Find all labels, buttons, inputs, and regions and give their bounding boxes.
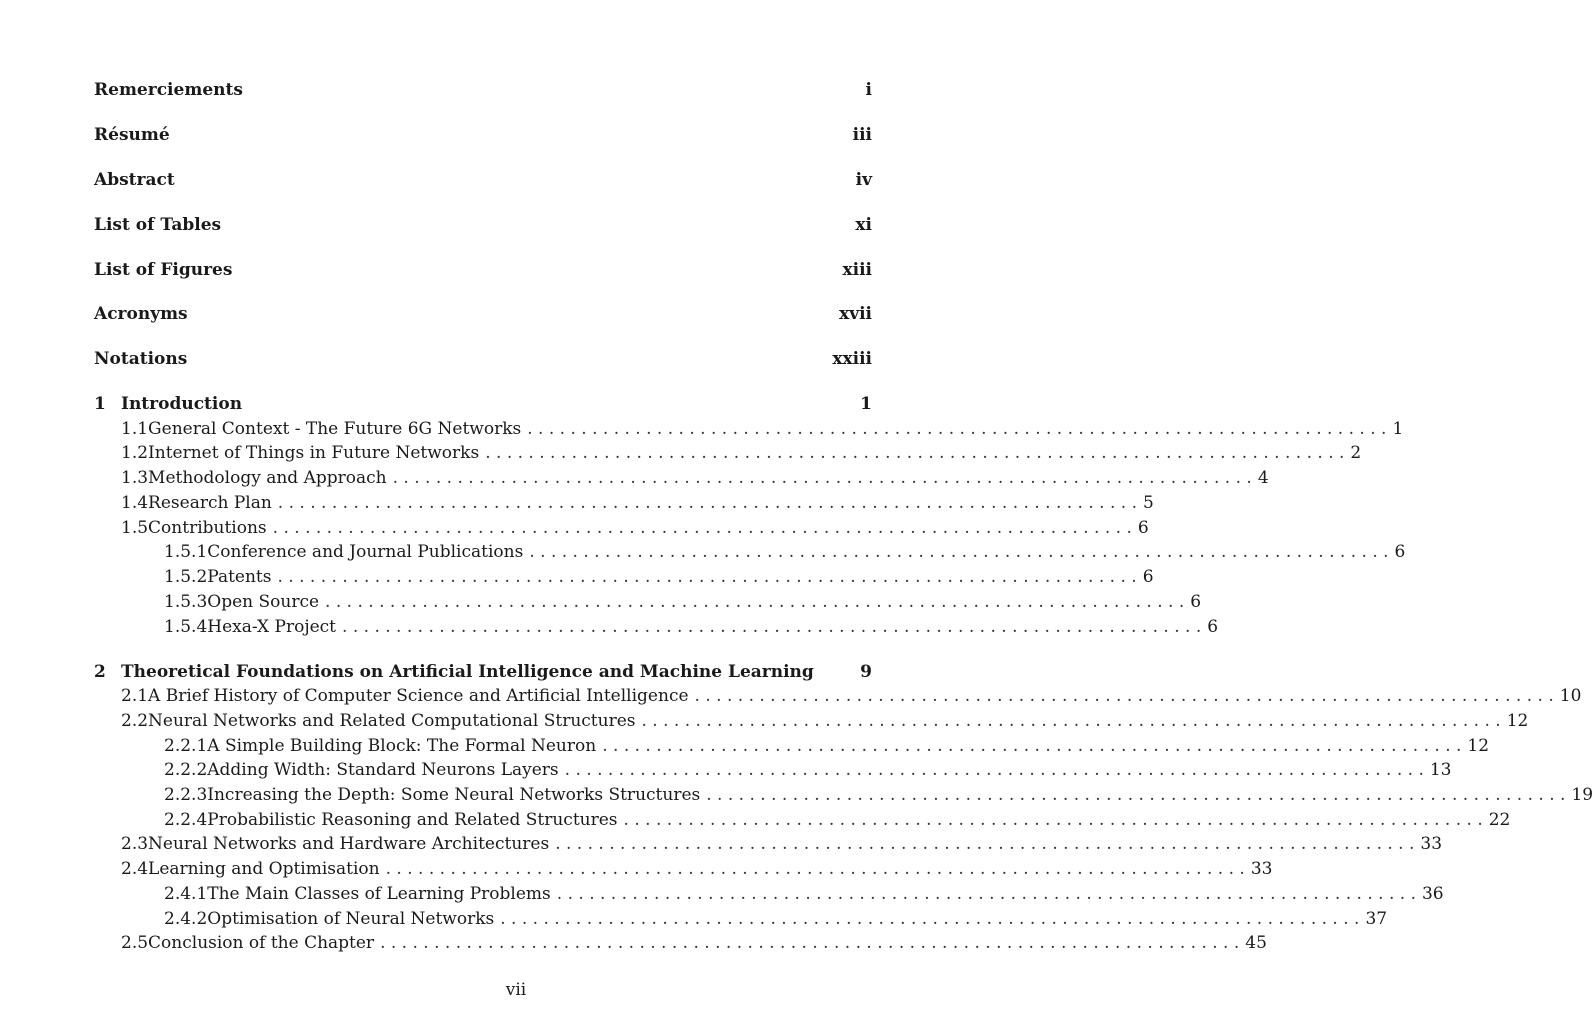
toc-entry[interactable] bbox=[164, 541, 1406, 563]
entry-page: 12 bbox=[1467, 736, 1490, 756]
entry-title: Hexa-X Project bbox=[207, 617, 337, 637]
entry-number: 1.5.4 bbox=[164, 617, 208, 637]
entry-page: 37 bbox=[1365, 909, 1388, 929]
toc-entry[interactable] bbox=[164, 566, 1154, 588]
entry-title: Research Plan bbox=[148, 493, 272, 513]
entry-title: Conclusion of the Chapter bbox=[148, 933, 375, 953]
toc-title: List of Figures bbox=[94, 260, 233, 280]
toc-title: List of Tables bbox=[94, 215, 222, 235]
toc-entry[interactable] bbox=[164, 784, 1593, 806]
entry-title: Adding Width: Standard Neurons Layers bbox=[207, 760, 559, 780]
entry-title: General Context - The Future 6G Networks bbox=[148, 419, 522, 439]
entry-title: Neural Networks and Related Computational Structures bbox=[148, 711, 636, 731]
toc-front-resume[interactable] bbox=[94, 124, 872, 146]
dot-leader: . . . . . . . . . . . . . . . . . . . . . . . . . . . . . . . . . . . . . . . . . . . . . . . . . . . . . . . . . . . . . . . . . . . . . . . . . . . . . . . . bbox=[706, 785, 1566, 805]
entry-page: 22 bbox=[1488, 810, 1511, 830]
dot-leader: . . . . . . . . . . . . . . . . . . . . . . . . . . . . . . . . . . . . . . . . . . . . . . . . . . . . . . . . . . . . . . . . . . . . . . . . . . . . . . . . bbox=[602, 736, 1462, 756]
toc-page: xvii bbox=[839, 304, 872, 324]
dot-leader: . . . . . . . . . . . . . . . . . . . . . . . . . . . . . . . . . . . . . . . . . . . . . . . . . . . . . . . . . . . . . . . . . . . . . . . . . . . . . . . . bbox=[500, 909, 1360, 929]
entry-title: Neural Networks and Hardware Architectures bbox=[148, 834, 550, 854]
entry-number: 2.1 bbox=[121, 686, 149, 706]
dot-leader: . . . . . . . . . . . . . . . . . . . . . . . . . . . . . . . . . . . . . . . . . . . . . . . . . . . . . . . . . . . . . . . . . . . . . . . . . . . . . . . . bbox=[556, 884, 1416, 904]
entry-number: 2.2.3 bbox=[164, 785, 208, 805]
entry-title: A Simple Building Block: The Formal Neuron bbox=[207, 736, 597, 756]
entry-number: 2.2 bbox=[121, 711, 149, 731]
entry-number: 2.5 bbox=[121, 933, 149, 953]
toc-front-remerciements[interactable] bbox=[94, 79, 872, 101]
entry-number: 1.4 bbox=[121, 493, 149, 513]
chapter-title: Theoretical Foundations on Artificial Intelligence and Machine Learning bbox=[121, 662, 814, 682]
entry-page: 5 bbox=[1143, 493, 1154, 513]
entry-page: 6 bbox=[1142, 567, 1154, 587]
toc-entry[interactable] bbox=[121, 932, 1267, 954]
chapter-number: 2 bbox=[94, 662, 106, 682]
toc-page: xiii bbox=[842, 260, 872, 280]
chapter-page: 9 bbox=[860, 662, 872, 682]
entry-number: 2.3 bbox=[121, 834, 149, 854]
dot-leader: . . . . . . . . . . . . . . . . . . . . . . . . . . . . . . . . . . . . . . . . . . . . . . . . . . . . . . . . . . . . . . . . . . . . . . . . . . . . . . . . bbox=[342, 617, 1202, 637]
entry-number: 2.2.4 bbox=[164, 810, 208, 830]
chapter-title: Introduction bbox=[121, 394, 243, 414]
entry-number: 1.5.3 bbox=[164, 592, 208, 612]
entry-page: 19 bbox=[1571, 785, 1593, 805]
toc-entry[interactable] bbox=[121, 442, 1362, 464]
toc-title: Notations bbox=[94, 349, 188, 369]
entry-title: Contributions bbox=[148, 518, 267, 538]
toc-entry[interactable] bbox=[164, 883, 1444, 905]
entry-number: 1.3 bbox=[121, 468, 149, 488]
dot-leader: . . . . . . . . . . . . . . . . . . . . . . . . . . . . . . . . . . . . . . . . . . . . . . . . . . . . . . . . . . . . . . . . . . . . . . . . . . . . . . . . bbox=[277, 493, 1138, 513]
entry-number: 1.1 bbox=[121, 419, 149, 439]
entry-page: 2 bbox=[1350, 443, 1362, 463]
toc-front-list-of-figures[interactable] bbox=[94, 259, 872, 281]
entry-title: The Main Classes of Learning Problems bbox=[207, 884, 551, 904]
toc-entry[interactable] bbox=[121, 418, 1404, 440]
toc-entry[interactable] bbox=[164, 735, 1490, 757]
toc-front-acronyms[interactable] bbox=[94, 303, 872, 325]
toc-entry[interactable] bbox=[121, 858, 1273, 880]
dot-leader: . . . . . . . . . . . . . . . . . . . . . . . . . . . . . . . . . . . . . . . . . . . . . . . . . . . . . . . . . . . . . . . . . . . . . . . . . . . . . . . . bbox=[485, 443, 1345, 463]
entry-number: 1.2 bbox=[121, 443, 149, 463]
entry-title: Patents bbox=[207, 567, 272, 587]
toc-front-list-of-tables[interactable] bbox=[94, 214, 872, 236]
entry-number: 1.5.1 bbox=[164, 542, 208, 562]
entry-title: Optimisation of Neural Networks bbox=[207, 909, 495, 929]
toc-title: Abstract bbox=[94, 170, 175, 190]
entry-title: Conference and Journal Publications bbox=[207, 542, 524, 562]
entry-page: 45 bbox=[1245, 933, 1267, 953]
toc-entry[interactable] bbox=[164, 616, 1219, 638]
entry-title: A Brief History of Computer Science and Artificial Intelligence bbox=[148, 686, 689, 706]
toc-entry[interactable] bbox=[121, 833, 1443, 855]
dot-leader: . . . . . . . . . . . . . . . . . . . . . . . . . . . . . . . . . . . . . . . . . . . . . . . . . . . . . . . . . . . . . . . . . . . . . . . . . . . . . . . . bbox=[392, 468, 1252, 488]
toc-page: xi bbox=[855, 215, 872, 235]
chapter-page: 1 bbox=[860, 394, 872, 414]
toc-title: Acronyms bbox=[94, 304, 188, 324]
dot-leader: . . . . . . . . . . . . . . . . . . . . . . . . . . . . . . . . . . . . . . . . . . . . . . . . . . . . . . . . . . . . . . . . . . . . . . . . . . . . . . . . bbox=[325, 592, 1185, 612]
toc-front-notations[interactable] bbox=[94, 348, 872, 370]
dot-leader: . . . . . . . . . . . . . . . . . . . . . . . . . . . . . . . . . . . . . . . . . . . . . . . . . . . . . . . . . . . . . . . . . . . . . . . . . . . . . . . . bbox=[564, 760, 1424, 780]
toc-entry[interactable] bbox=[121, 492, 1154, 514]
toc-entry[interactable] bbox=[121, 467, 1269, 489]
toc-page: iv bbox=[855, 170, 872, 190]
chapter-number: 1 bbox=[94, 394, 106, 414]
entry-page: 6 bbox=[1394, 542, 1406, 562]
toc-entry[interactable] bbox=[121, 685, 1582, 707]
dot-leader: . . . . . . . . . . . . . . . . . . . . . . . . . . . . . . . . . . . . . . . . . . . . . . . . . . . . . . . . . . . . . . . . . . . . . . . . . . . . . . . . bbox=[385, 859, 1245, 879]
entry-title: Probabilistic Reasoning and Related Structures bbox=[207, 810, 618, 830]
dot-leader: . . . . . . . . . . . . . . . . . . . . . . . . . . . . . . . . . . . . . . . . . . . . . . . . . . . . . . . . . . . . . . . . . . . . . . . . . . . . . . . . bbox=[380, 933, 1240, 953]
dot-leader: . . . . . . . . . . . . . . . . . . . . . . . . . . . . . . . . . . . . . . . . . . . . . . . . . . . . . . . . . . . . . . . . . . . . . . . . . . . . . . . . bbox=[277, 567, 1137, 587]
toc-title: Résumé bbox=[94, 125, 170, 145]
toc-entry[interactable] bbox=[164, 809, 1511, 831]
toc-entry[interactable] bbox=[164, 759, 1452, 781]
dot-leader: . . . . . . . . . . . . . . . . . . . . . . . . . . . . . . . . . . . . . . . . . . . . . . . . . . . . . . . . . . . . . . . . . . . . . . . . . . . . . . . . bbox=[529, 542, 1389, 562]
entry-page: 13 bbox=[1429, 760, 1452, 780]
entry-title: Learning and Optimisation bbox=[148, 859, 380, 879]
entry-page: 10 bbox=[1559, 686, 1582, 706]
toc-entry[interactable] bbox=[121, 517, 1149, 539]
entry-title: Methodology and Approach bbox=[148, 468, 387, 488]
toc-front-abstract[interactable] bbox=[94, 169, 872, 191]
toc-entry[interactable] bbox=[121, 710, 1529, 732]
entry-page: 6 bbox=[1207, 617, 1219, 637]
toc-page: iii bbox=[852, 125, 872, 145]
toc-chapter-2[interactable] bbox=[94, 661, 872, 683]
entry-title: Internet of Things in Future Networks bbox=[148, 443, 480, 463]
toc-chapter-1[interactable] bbox=[94, 393, 872, 415]
toc-entry[interactable] bbox=[164, 908, 1388, 930]
toc-title: Remerciements bbox=[94, 80, 243, 100]
entry-page: 6 bbox=[1137, 518, 1149, 538]
page-number: vii bbox=[505, 980, 527, 1000]
entry-page: 33 bbox=[1420, 834, 1443, 854]
entry-number: 2.4.1 bbox=[164, 884, 208, 904]
toc-entry[interactable] bbox=[164, 591, 1202, 613]
entry-number: 2.2.1 bbox=[164, 736, 208, 756]
entry-number: 1.5 bbox=[121, 518, 149, 538]
entry-page: 36 bbox=[1421, 884, 1444, 904]
toc-page: i bbox=[865, 80, 872, 100]
entry-title: Open Source bbox=[207, 592, 320, 612]
entry-number: 2.4 bbox=[121, 859, 149, 879]
entry-page: 6 bbox=[1190, 592, 1202, 612]
entry-page: 12 bbox=[1506, 711, 1529, 731]
entry-title: Increasing the Depth: Some Neural Networks Structures bbox=[207, 785, 701, 805]
entry-page: 1 bbox=[1392, 419, 1404, 439]
dot-leader: . . . . . . . . . . . . . . . . . . . . . . . . . . . . . . . . . . . . . . . . . . . . . . . . . . . . . . . . . . . . . . . . . . . . . . . . . . . . . . . . bbox=[641, 711, 1501, 731]
dot-leader: . . . . . . . . . . . . . . . . . . . . . . . . . . . . . . . . . . . . . . . . . . . . . . . . . . . . . . . . . . . . . . . . . . . . . . . . . . . . . . . . bbox=[555, 834, 1415, 854]
entry-page: 4 bbox=[1257, 468, 1269, 488]
dot-leader: . . . . . . . . . . . . . . . . . . . . . . . . . . . . . . . . . . . . . . . . . . . . . . . . . . . . . . . . . . . . . . . . . . . . . . . . . . . . . . . . bbox=[623, 810, 1483, 830]
entry-page: 33 bbox=[1250, 859, 1273, 879]
entry-number: 1.5.2 bbox=[164, 567, 208, 587]
dot-leader: . . . . . . . . . . . . . . . . . . . . . . . . . . . . . . . . . . . . . . . . . . . . . . . . . . . . . . . . . . . . . . . . . . . . . . . . . . . . . . . . bbox=[527, 419, 1387, 439]
dot-leader: . . . . . . . . . . . . . . . . . . . . . . . . . . . . . . . . . . . . . . . . . . . . . . . . . . . . . . . . . . . . . . . . . . . . . . . . . . . . . . . . bbox=[272, 518, 1132, 538]
entry-number: 2.2.2 bbox=[164, 760, 208, 780]
toc-page: xxiii bbox=[832, 349, 872, 369]
dot-leader: . . . . . . . . . . . . . . . . . . . . . . . . . . . . . . . . . . . . . . . . . . . . . . . . . . . . . . . . . . . . . . . . . . . . . . . . . . . . . . . . bbox=[694, 686, 1554, 706]
entry-number: 2.4.2 bbox=[164, 909, 208, 929]
